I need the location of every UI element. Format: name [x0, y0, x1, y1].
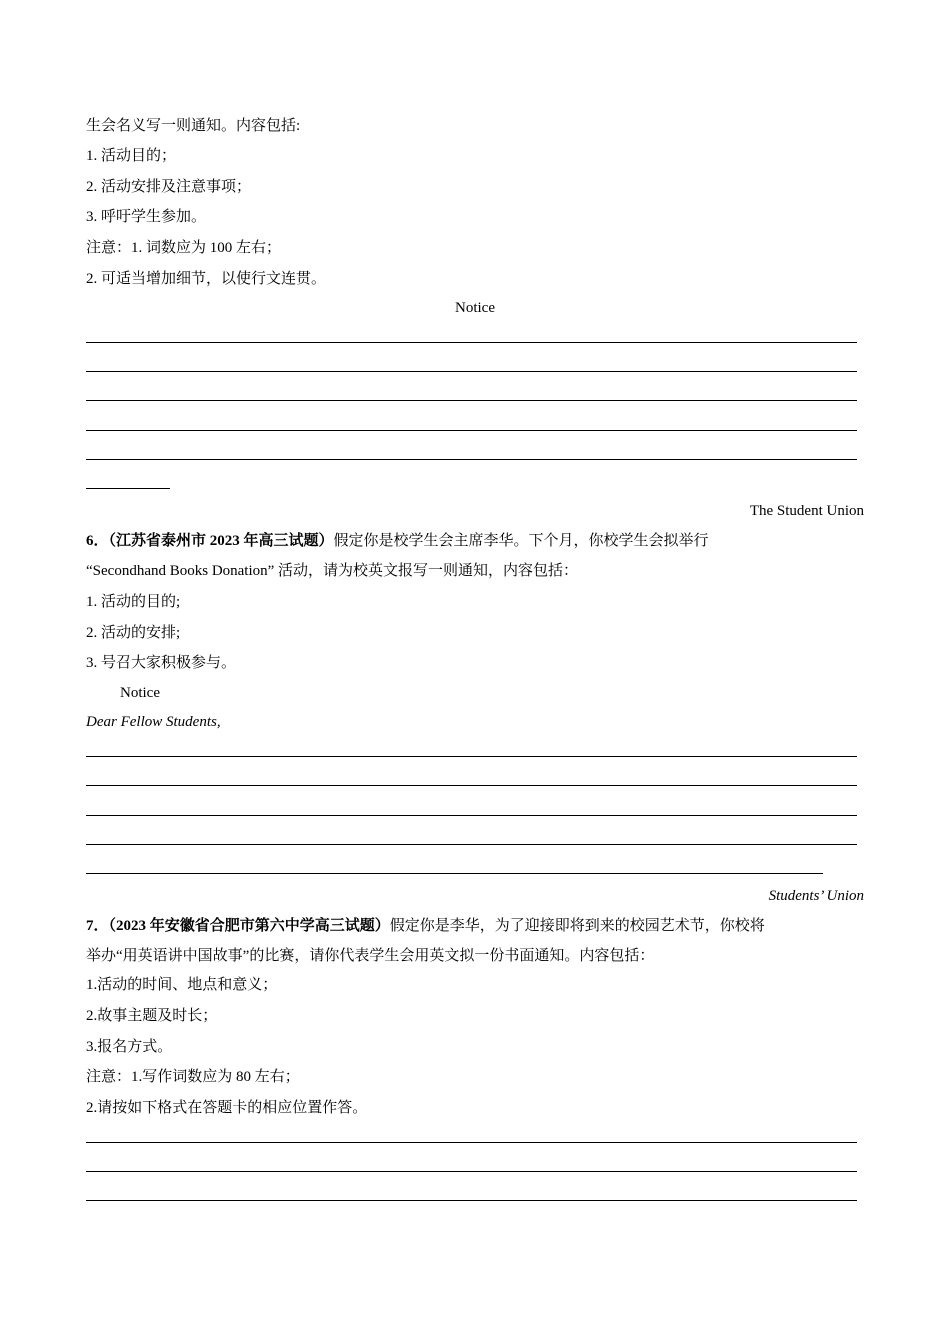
question-7-header — [86, 916, 765, 936]
answer-line — [86, 815, 857, 816]
q7-item-2: 2.故事主题及时长； — [86, 1008, 218, 1024]
answer-line — [86, 459, 857, 460]
intro-line: 生会名义写一则通知。内容包括: — [86, 118, 301, 134]
answer-line — [86, 371, 857, 372]
q6-item-1: 1. 活动的目的; — [86, 594, 181, 610]
question-source: （江苏省泰州市 2023 年高三试题） — [108, 533, 334, 549]
question-number: 6． — [86, 533, 109, 549]
question-6-prompt-cont: “Secondhand Books Donation” 活动，请为校英文报写一则通知，内容包括： — [86, 563, 579, 579]
answer-line — [86, 756, 857, 757]
answer-line — [86, 785, 857, 786]
answer-line-short — [86, 488, 170, 489]
q6-item-2: 2. 活动的安排; — [86, 625, 181, 641]
intro-item-3: 3. 呼吁学生参加。 — [86, 209, 207, 225]
question-6-header — [86, 531, 709, 551]
question-7-prompt-cont: 举办“用英语讲中国故事”的比赛，请你代表学生会用英文拟一份书面通知。内容包括： — [86, 948, 655, 964]
q6-notice-heading: Notice — [120, 685, 160, 701]
question-prompt: 假定你是李华，为了迎接即将到来的校园艺术节，你校将 — [389, 918, 765, 934]
answer-line — [86, 1200, 857, 1201]
q7-item-3: 3.报名方式。 — [86, 1039, 173, 1055]
question-number: 7． — [86, 918, 109, 934]
q7-note-2: 2.请按如下格式在答题卡的相应位置作答。 — [86, 1100, 368, 1116]
intro-note-2: 2. 可适当增加细节，以使行文连贯。 — [86, 271, 327, 287]
answer-line — [86, 430, 857, 431]
q7-note-1: 注意：1.写作词数应为 80 左右； — [86, 1069, 300, 1085]
answer-line — [86, 400, 857, 401]
q6-item-3: 3. 号召大家积极参与。 — [86, 655, 237, 671]
q7-item-1: 1.活动的时间、地点和意义； — [86, 977, 278, 993]
q6-greeting — [86, 712, 221, 732]
intro-item-1: 1. 活动目的； — [86, 148, 177, 164]
answer-line — [86, 873, 823, 874]
answer-line — [86, 844, 857, 845]
answer-line — [86, 1142, 857, 1143]
answer-line — [86, 342, 857, 343]
greeting-text: Dear Fellow Students, — [86, 714, 221, 730]
signature-text: Students’ Union — [768, 888, 864, 904]
q6-signature — [769, 886, 864, 906]
question-prompt: 假定你是校学生会主席李华。下个月，你校学生会拟举行 — [333, 533, 709, 549]
signature: The Student Union — [749, 503, 864, 519]
answer-line — [86, 1171, 857, 1172]
question-source: （2023 年安徽省合肥市第六中学高三试题） — [108, 918, 390, 934]
intro-item-2: 2. 活动安排及注意事项； — [86, 179, 252, 195]
notice-heading: Notice — [455, 300, 495, 316]
intro-note-1: 注意：1. 词数应为 100 左右； — [86, 240, 282, 256]
